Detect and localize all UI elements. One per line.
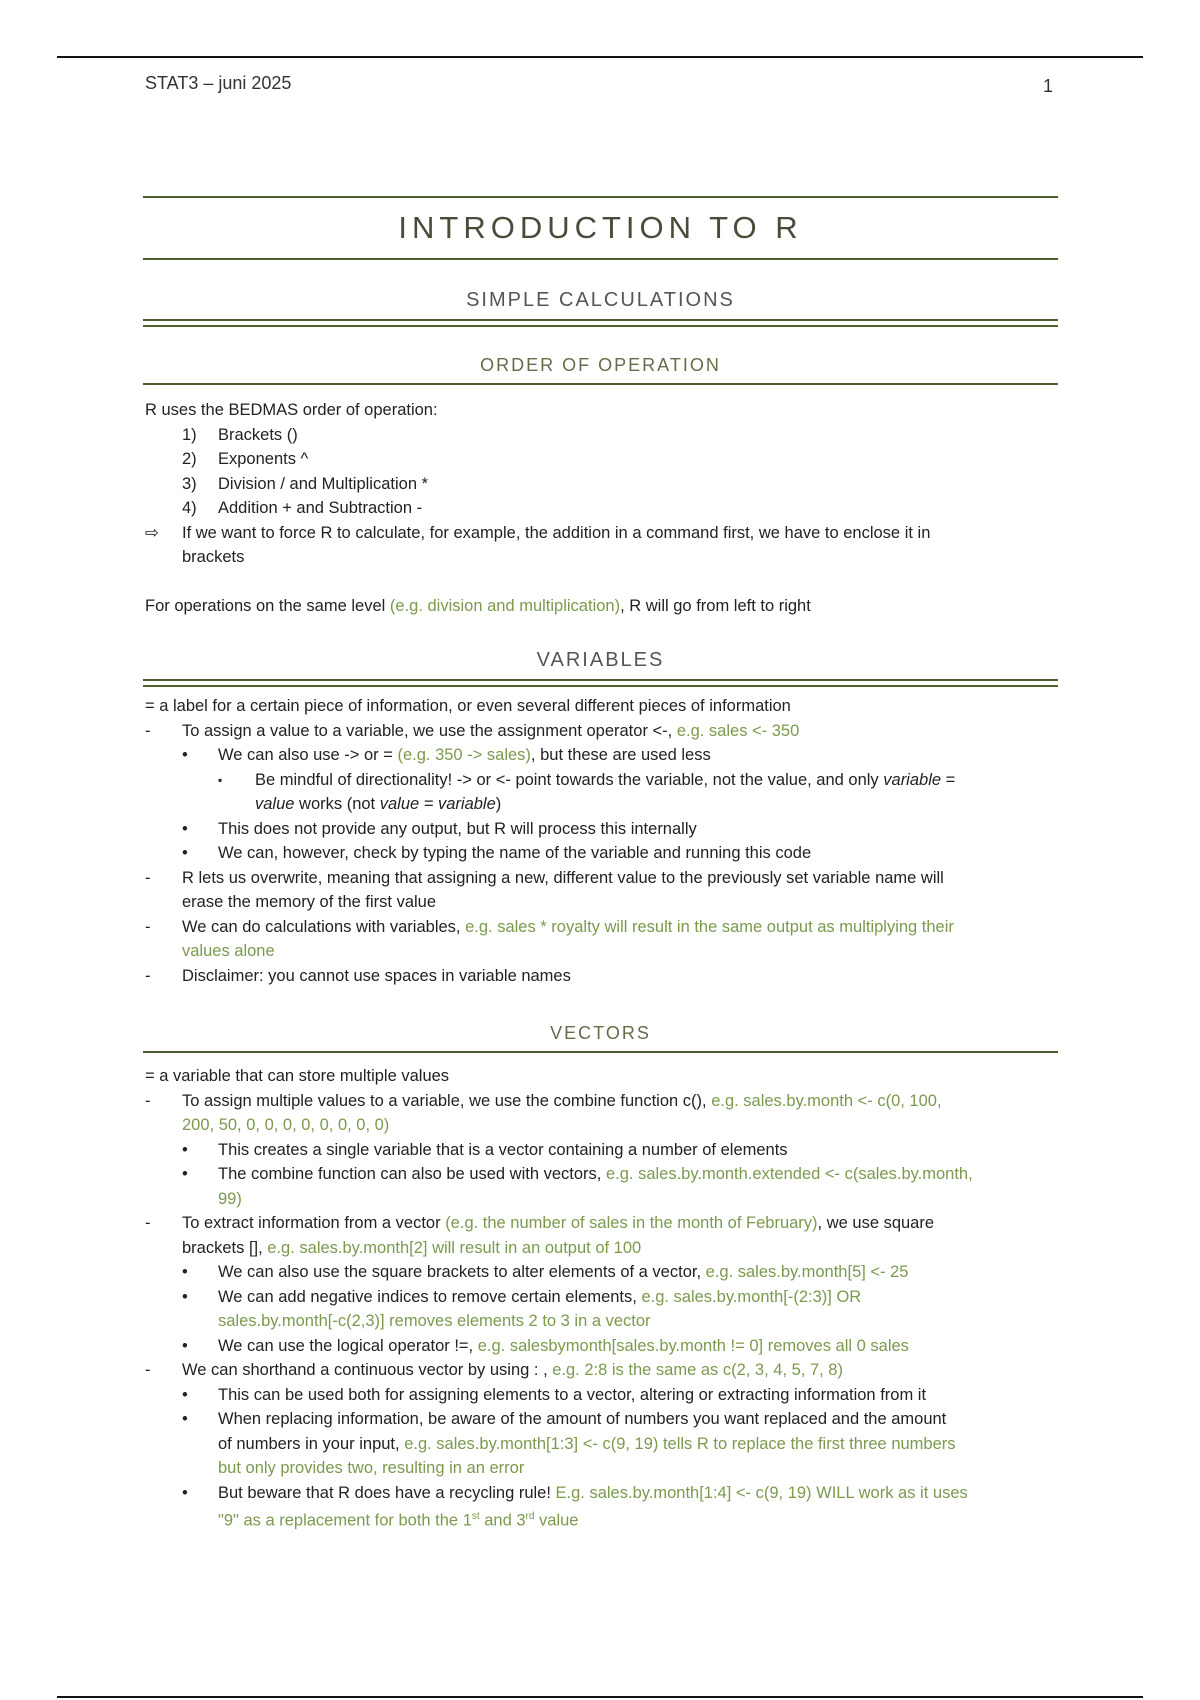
bullet-icon: • <box>182 844 188 862</box>
heading-simple-calculations-text: SIMPLE CALCULATIONS <box>466 289 735 311</box>
vectors-definition: = a variable that can store multiple values <box>145 1067 450 1085</box>
heading-simple-calculations <box>143 289 1058 312</box>
variables-section-body <box>145 694 1065 988</box>
bullet-icon: • <box>182 819 188 838</box>
heading-rule <box>143 319 1058 327</box>
page-number: 1 <box>1042 76 1053 96</box>
list-item-cont: but only provides two, resulting in an error <box>218 1459 525 1477</box>
heading-order-of-operation <box>143 355 1058 376</box>
square-bullet-icon: ▪ <box>218 772 223 787</box>
heading-vectors <box>143 1023 1058 1044</box>
list-item: - Disclaimer: you cannot use spaces in variable names <box>145 966 571 985</box>
variables-definition: = a label for a certain piece of information, or even several different pieces of information <box>145 697 791 715</box>
list-item: 3) Division / and Multiplication * <box>182 474 429 493</box>
list-item: - We can shorthand a continuous vector by using : , e.g. 2:8 is the same as c(2, 3, 4, 5, 7, 8) <box>145 1361 843 1379</box>
list-item: - To assign multiple values to a variable, we use the combine function c(), e.g. sales.by.month <- c(0, 100, <box>145 1091 942 1110</box>
vectors-section-body <box>145 1064 1065 1533</box>
list-item: • We can use the logical operator !=, e.g. salesbymonth[sales.by.month != 0] removes all 0 sales <box>145 1334 1065 1359</box>
document-title: INTRODUCTION TO R <box>143 196 1058 260</box>
order-intro: R uses the BEDMAS order of operation: <box>145 401 438 419</box>
list-item: - To extract information from a vector (e.g. the number of sales in the month of February), we use square <box>145 1214 935 1232</box>
list-item: • The combine function can also be used with vectors, e.g. sales.by.month.extended <- c(sales.by.month, <box>145 1162 1065 1187</box>
list-item-cont: "9" as a replacement for both the 1st and 3rd value <box>218 1511 579 1530</box>
bullet-icon: • <box>182 746 188 764</box>
list-item: 2) Exponents ^ <box>182 450 309 468</box>
list-item: • This can be used both for assigning elements to a vector, altering or extracting information from it <box>145 1383 1065 1408</box>
heading-variables <box>143 649 1058 672</box>
bullet-icon: • <box>182 1336 188 1355</box>
list-item: • We can also use the square brackets to alter elements of a vector, e.g. sales.by.month[5] <- 25 <box>145 1260 1065 1285</box>
list-item: - We can do calculations with variables, e.g. sales * royalty will result in the same output as multiplying their <box>145 917 954 936</box>
list-item: • This creates a single variable that is a vector containing a number of elements <box>145 1138 1065 1163</box>
heading-rule <box>143 1051 1058 1053</box>
heading-variables-text: VARIABLES <box>536 649 665 671</box>
heading-rule <box>143 679 1058 687</box>
list-item-cont: value works (not value = variable) <box>255 795 502 813</box>
list-item-cont: 99) <box>218 1189 242 1208</box>
footer-rule <box>57 1696 1143 1698</box>
bullet-icon: • <box>182 1165 188 1183</box>
heading-rule <box>143 383 1058 385</box>
list-item: • But beware that R does have a recycling rule! E.g. sales.by.month[1:4] <- c(9, 19) WILL work as it uses <box>145 1481 1065 1506</box>
heading-order-of-operation-text: ORDER OF OPERATION <box>480 355 721 375</box>
list-item-cont: values alone <box>182 942 275 960</box>
bullet-icon: • <box>182 1140 188 1159</box>
same-level-note: For operations on the same level (e.g. division and multiplication), R will go from left to right <box>145 596 811 615</box>
list-item-cont: 200, 50, 0, 0, 0, 0, 0, 0, 0, 0) <box>182 1116 390 1134</box>
list-item: • This does not provide any output, but R will process this internally <box>145 817 1065 842</box>
bullet-icon: • <box>182 1410 188 1428</box>
list-item: 1) Brackets () <box>182 425 298 444</box>
bullet-icon: • <box>182 1287 188 1306</box>
list-item-cont: sales.by.month[-c(2,3)] removes elements 2 to 3 in a vector <box>218 1312 651 1330</box>
list-item-cont: erase the memory of the first value <box>182 893 437 911</box>
arrow-note: ⇨ If we want to force R to calculate, for example, the addition in a command first, we have to enclose it in <box>145 521 1065 546</box>
arrow-note-cont: brackets <box>182 548 245 566</box>
heading-vectors-text: VECTORS <box>550 1023 651 1043</box>
list-item: - To assign a value to a variable, we use the assignment operator <-, e.g. sales <- 350 <box>145 721 800 740</box>
list-item: • We can also use -> or = (e.g. 350 -> sales), but these are used less <box>145 743 1065 768</box>
list-item: ▪ Be mindful of directionality! -> or <- point towards the variable, not the value, and only variable = <box>145 768 1065 793</box>
arrow-icon: ⇨ <box>145 523 159 542</box>
header-rule <box>57 56 1143 58</box>
list-item: • We can, however, check by typing the name of the variable and running this code <box>145 841 1065 866</box>
order-section-body <box>145 398 1065 618</box>
bullet-icon: • <box>182 1263 188 1281</box>
bullet-icon: • <box>182 1483 188 1502</box>
bullet-icon: • <box>182 1385 188 1404</box>
list-item: - R lets us overwrite, meaning that assigning a new, different value to the previously set variable name will <box>145 868 944 887</box>
page-header: STAT3 – juni 2025 <box>145 73 292 93</box>
list-item: • We can add negative indices to remove certain elements, e.g. sales.by.month[-(2:3)] OR <box>145 1285 1065 1310</box>
list-item-cont: of numbers in your input, e.g. sales.by.month[1:3] <- c(9, 19) tells R to replace the first three numbers <box>218 1434 956 1453</box>
list-item: • When replacing information, be aware of the amount of numbers you want replaced and the amount <box>145 1407 1065 1432</box>
list-item-cont: brackets [], e.g. sales.by.month[2] will result in an output of 100 <box>182 1238 642 1257</box>
list-item: 4) Addition + and Subtraction - <box>182 499 423 517</box>
